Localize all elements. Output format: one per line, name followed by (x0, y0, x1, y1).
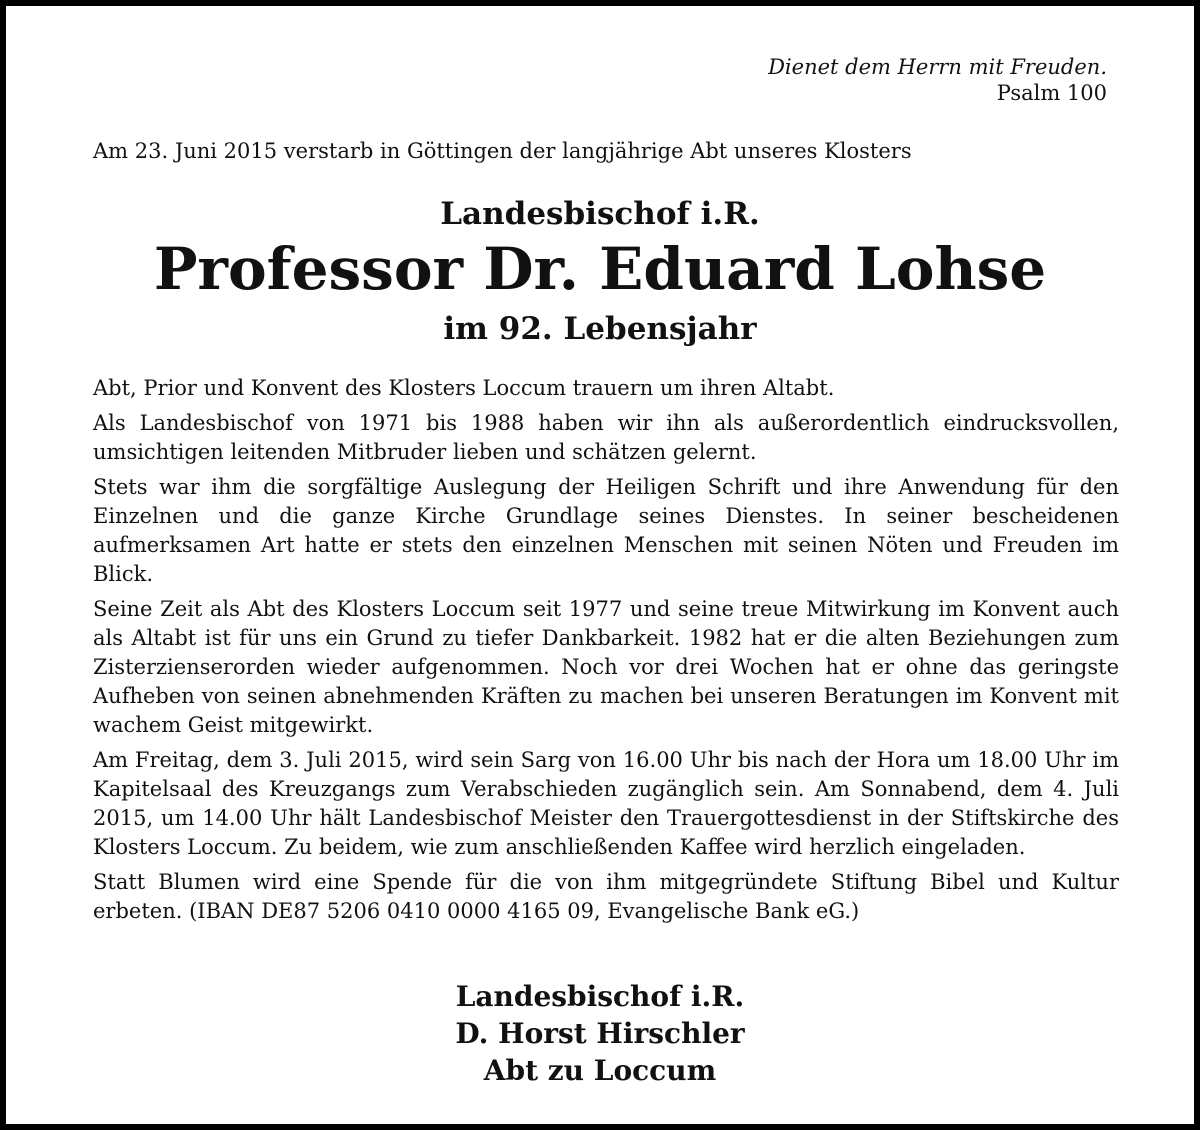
signature-block (6, 978, 1194, 1089)
paragraph-funeral: Am Freitag, dem 3. Juli 2015, wird sein Sarg von 16.00 Uhr bis nach der Hora um 18.00 Uhr im Kapitelsaal des Kreuzgangs zum Verabschieden zugänglich sein. Am Sonnabend, dem 4. Juli 2015, um 14.00 Uhr hält Landesbischof Meister den Trauergottesdienst in der Stiftskirche des Klosters Loccum. Zu beidem, wie zum anschließenden Kaffee wird herzlich eingeladen. (93, 748, 1119, 859)
motto-source: Psalm 100 (996, 81, 1107, 105)
paragraph-donation: Statt Blumen wird eine Spende für die von ihm mitgegründete Stiftung Bibel und Kultur erbeten. (IBAN DE87 5206 0410 0000 4165 09, Evangelische Bank eG.) (93, 870, 1119, 923)
notice-body (93, 374, 1119, 932)
paragraph-mourning: Abt, Prior und Konvent des Klosters Loccum trauern um ihren Altabt. (93, 376, 835, 400)
paragraph-scripture: Stets war ihm die sorgfältige Auslegung der Heiligen Schrift und ihre Anwendung für den Einzelnen und die ganze Kirche Grundlage seines Dienstes. In seiner bescheidenen aufmerksamen Art hatte er stets den einzelnen Menschen mit seinen Nöten und Freuden im Blick. (93, 475, 1119, 586)
intro-line: Am 23. Juni 2015 verstarb in Göttingen der langjährige Abt unseres Klosters (93, 139, 912, 163)
paragraph-bishop: Als Landesbischof von 1971 bis 1988 haben wir ihn als außerordentlich eindrucksvollen, umsichtigen leitenden Mitbruder lieben und schätzen gelernt. (93, 411, 1119, 464)
motto (768, 54, 1107, 106)
signature-name: D. Horst Hirschler (455, 1017, 745, 1050)
deceased-name: Professor Dr. Eduard Lohse (153, 235, 1047, 303)
motto-verse: Dienet dem Herrn mit Freuden. (768, 55, 1107, 79)
paragraph-abbot: Seine Zeit als Abt des Klosters Loccum seit 1977 und seine treue Mitwirkung im Konvent auch als Altabt ist für uns ein Grund zu tiefer Dankbarkeit. 1982 hat er die alten Beziehungen zum Zisterzienserorden wieder aufgenommen. Noch vor drei Wochen hat er ohne das geringste Aufheben von seinen abnehmenden Kräften zu machen bei unseren Beratungen im Konvent mit wachem Geist mitgewirkt. (93, 597, 1119, 737)
signature-title: Landesbischof i.R. (455, 980, 745, 1013)
signature-role: Abt zu Loccum (483, 1054, 717, 1087)
deceased-title: Landesbischof i.R. (440, 196, 760, 232)
deceased-age: im 92. Lebensjahr (443, 311, 757, 347)
